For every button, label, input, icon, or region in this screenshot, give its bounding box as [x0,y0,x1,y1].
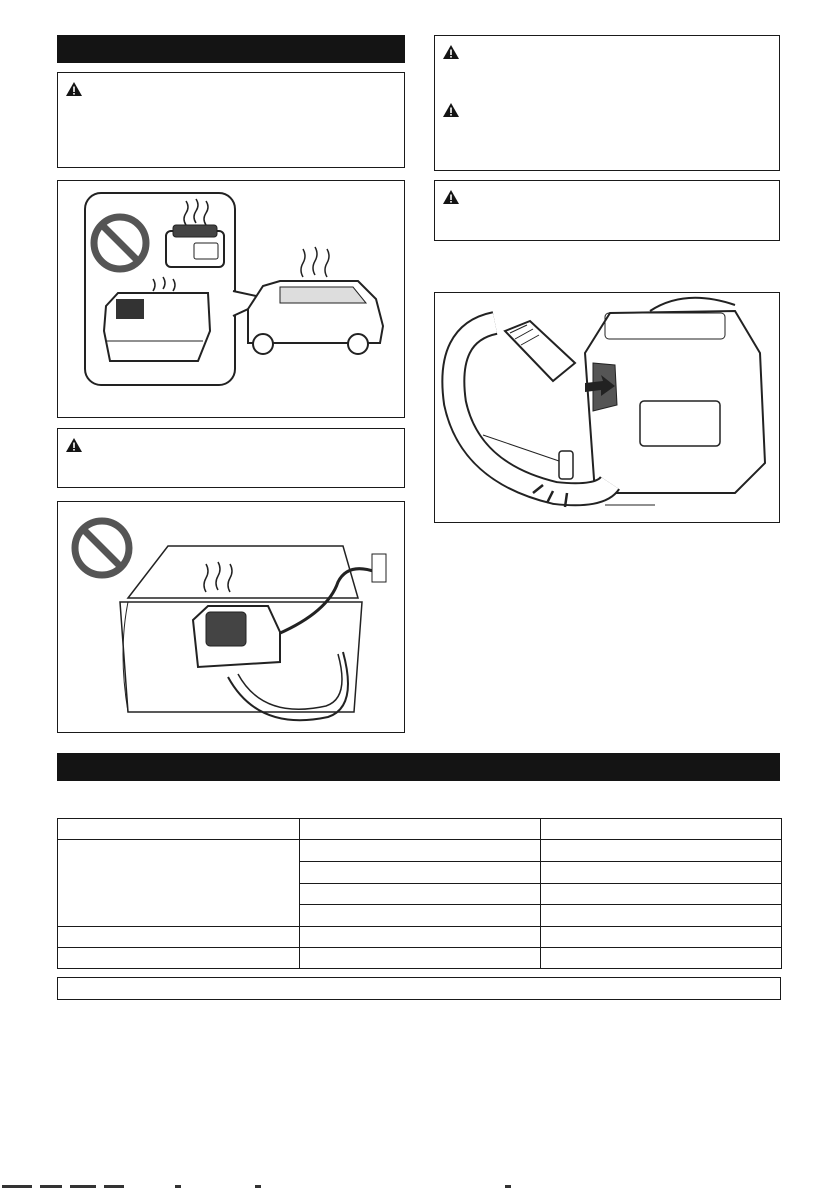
table-cell [300,819,541,840]
figure-charger-hot-car [57,180,405,418]
footer-marks [0,1184,560,1190]
spec-table [57,818,782,969]
prohibition-icon [94,217,146,269]
table-cell-merged [58,840,300,927]
warning-triangle-icon [442,189,460,205]
table-cell [541,861,782,883]
table-cell [300,861,541,883]
warning-triangle-icon [65,437,83,453]
warning-triangle-icon [442,102,460,118]
warning-box-2 [57,428,405,488]
table-cell [300,840,541,862]
figure-charger-in-bag [57,501,405,733]
section-header-full [57,753,780,781]
table-cell [58,819,300,840]
table-cell [541,927,782,948]
table-cell [58,948,300,969]
table-cell [300,948,541,969]
table-note-box [57,977,781,1000]
table-cell [300,905,541,927]
prohibition-icon [75,521,129,575]
table-row [58,819,782,840]
warning-box-1 [57,72,405,168]
table-row [58,948,782,969]
table-row [58,927,782,948]
table-cell [541,819,782,840]
figure-vacuum-hose [434,292,780,523]
table-cell [541,905,782,927]
warning-box-3 [434,35,780,171]
warning-box-4 [434,180,780,241]
table-row [58,840,782,862]
table-cell [541,840,782,862]
section-header-left [57,35,405,63]
table-cell [541,948,782,969]
warning-triangle-icon [442,44,460,60]
table-cell [300,927,541,948]
table-cell [58,927,300,948]
table-cell [541,883,782,905]
warning-triangle-icon [65,81,83,97]
table-cell [300,883,541,905]
